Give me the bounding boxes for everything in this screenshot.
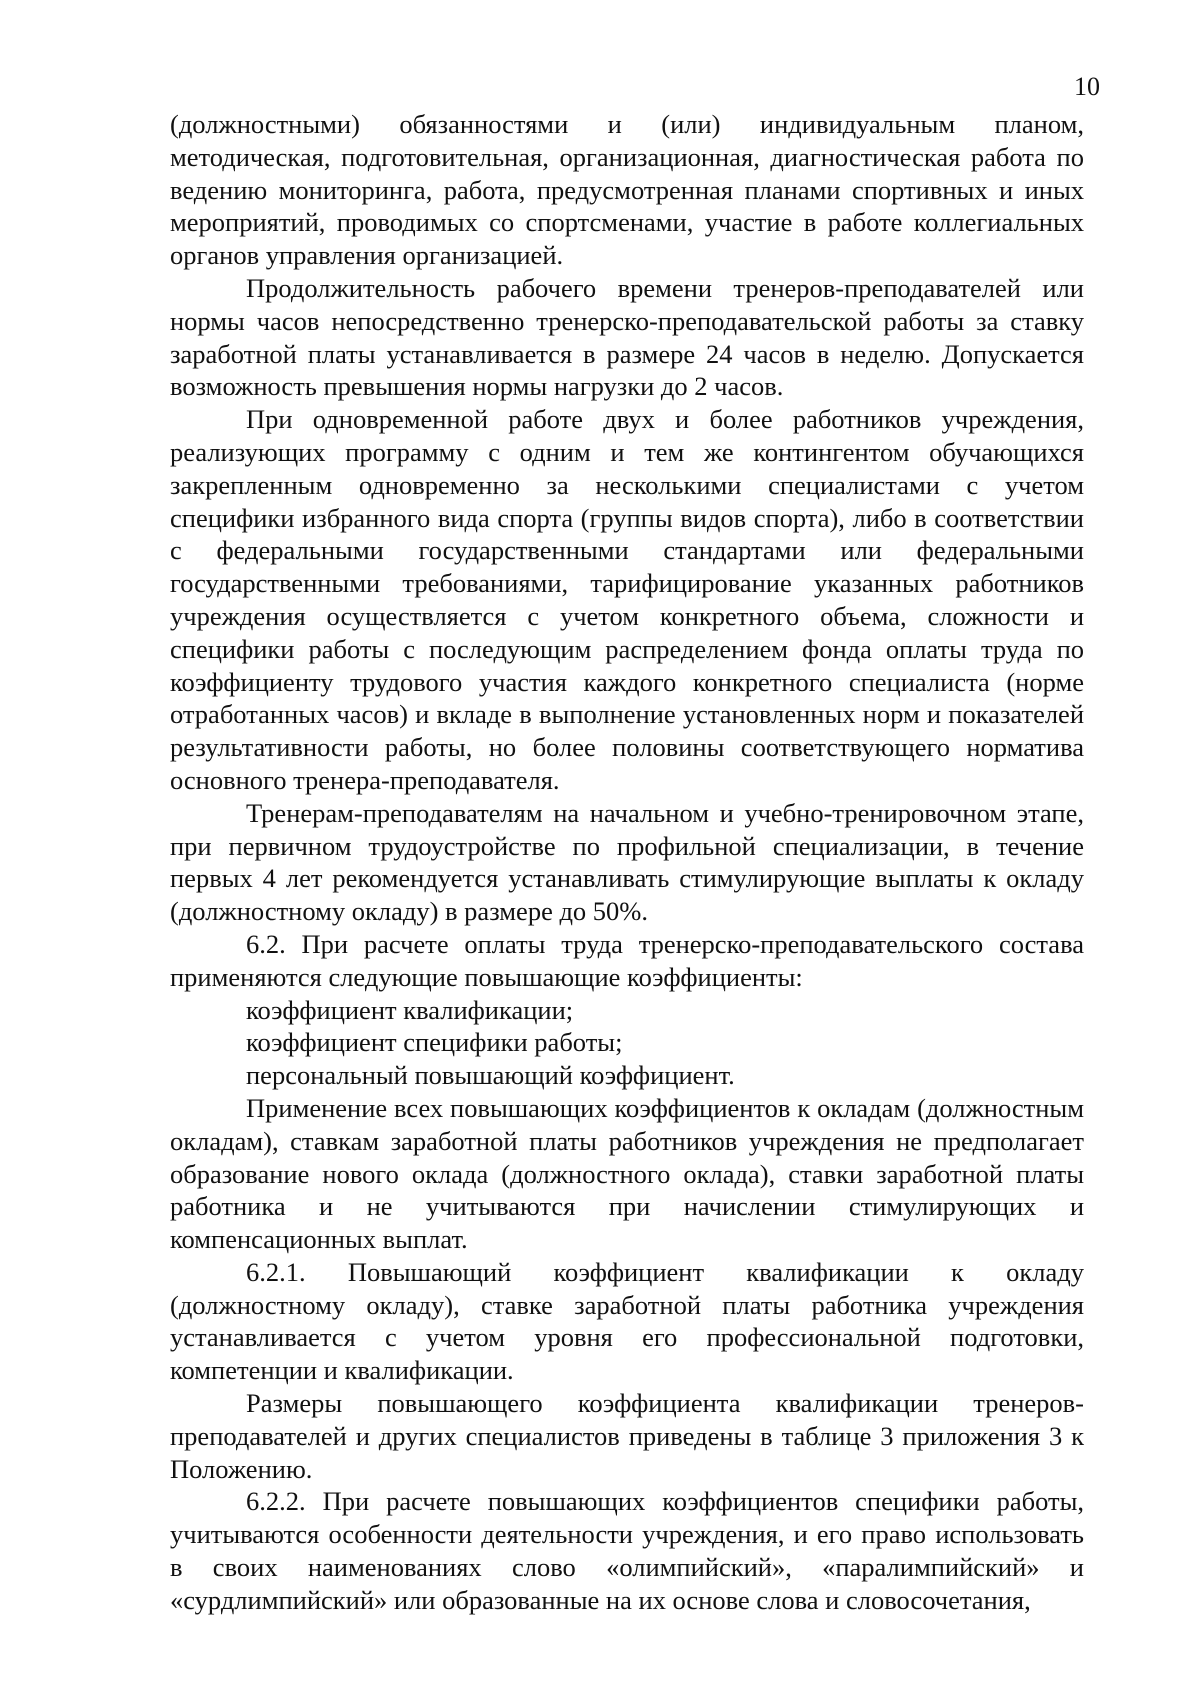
page-number: 10 xyxy=(1074,72,1100,101)
paragraph-coefficient-sizes: Размеры повышающего коэффициента квалификации тренеров-преподавателей и других специалистов приведены в таблице 3 приложения 3 к Положению. xyxy=(170,1388,1084,1484)
paragraph-section-6-2-2: 6.2.2. При расчете повышающих коэффициентов специфики работы, учитываются особенности деятельности учреждения, и его право использовать в своих наименованиях слово «олимпийский», «паралимпийский» и «сурдлимпийский» или образованные на их основе слова и словосочетания, xyxy=(170,1486,1084,1615)
paragraph-duties-continuation: (должностными) обязанностями и (или) индивидуальным планом, методическая, подготовительная, организационная, диагностическая работа по ведению мониторинга, работа, предусмотренная планами спортивных и иных мероприятий, проводимых со спортсменами, участие в работе коллегиальных органов управления организацией. xyxy=(170,109,1084,271)
list-item-work-specifics-coefficient: коэффициент специфики работы; xyxy=(246,1027,623,1058)
paragraph-incentive-payments: Тренерам-преподавателям на начальном и учебно-тренировочном этапе, при первичном трудоустройстве по профильной специализации, в течение первых 4 лет рекомендуется устанавливать стимулирующие выплаты к окладу (должностному окладу) в размере до 50%. xyxy=(170,797,1084,927)
paragraph-coefficients-application: Применение всех повышающих коэффициентов к окладам (должностным окладам), ставкам заработной платы работников учреждения не предполагает образование нового оклада (должностного оклада), ставки заработной платы работника и не учитываются при начислении стимулирующих и компенсационных выплат. xyxy=(170,1092,1084,1255)
list-item-personal-coefficient: персональный повышающий коэффициент. xyxy=(246,1060,735,1091)
document-body xyxy=(170,108,1084,1617)
paragraph-section-6-2: 6.2. При расчете оплаты труда тренерско-преподавательского состава применяются следующие повышающие коэффициенты: xyxy=(170,928,1084,992)
paragraph-simultaneous-work: При одновременной работе двух и более работников учреждения, реализующих программу с одним и тем же контингентом обучающихся закрепленным одновременно за несколькими специалистами с учетом специфики избранного вида спорта (группы видов спорта), либо в соответствии с федеральными государственными стандартами или федеральными государственными требованиями, тарифицирование указанных работников учреждения осуществляется с учетом конкретного объема, сложности и специфики работы с последующим распределением фонда оплаты труда по коэффициенту трудового участия каждого конкретного специалиста (норме отработанных часов) и вкладе в выполнение установленных норм и показателей результативности работы, но более половины соответствующего норматива основного тренера-преподавателя. xyxy=(170,404,1084,795)
paragraph-working-time: Продолжительность рабочего времени тренеров-преподавателей или нормы часов непосредственно тренерско-преподавательской работы за ставку заработной платы устанавливается в размере 24 часов в неделю. Допускается возможность превышения нормы нагрузки до 2 часов. xyxy=(170,272,1084,402)
list-item-qualification-coefficient: коэффициент квалификации; xyxy=(246,994,574,1025)
paragraph-section-6-2-1: 6.2.1. Повышающий коэффициент квалификации к окладу (должностному окладу), ставке заработной платы работника учреждения устанавливается с учетом уровня его профессиональной подготовки, компетенции и квалификации. xyxy=(170,1256,1084,1386)
